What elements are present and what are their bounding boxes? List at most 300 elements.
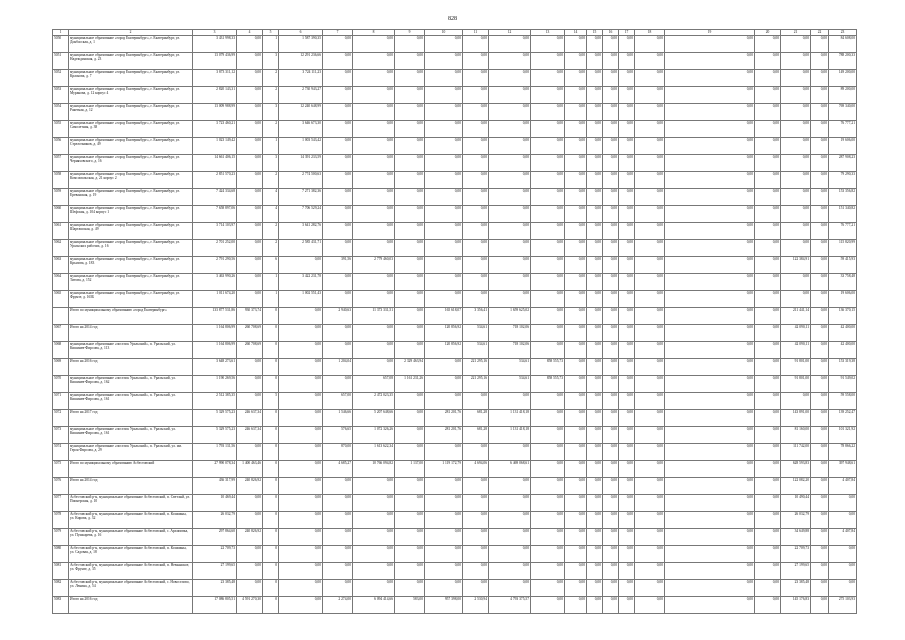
- value-cell: 17 086 805,51: [193, 597, 237, 614]
- value-cell: 2 730 943,27: [279, 87, 323, 104]
- value-cell: 0,00: [635, 70, 665, 87]
- value-cell: 0,00: [587, 325, 603, 342]
- value-cell: 0,00: [781, 189, 811, 206]
- value-cell: 0,00: [587, 563, 603, 580]
- address-cell: муниципальное образование «город Екатеринбург», г. Екатеринбург, ул. Ракетная, д. 12: [69, 104, 193, 121]
- value-cell: 0,00: [395, 223, 425, 240]
- address-cell: муниципальное образование «город Екатеринбург», г. Екатеринбург, ул. Ереванская, д. 19: [69, 189, 193, 206]
- value-cell: 0,00: [565, 274, 587, 291]
- value-cell: 0,00: [353, 563, 395, 580]
- value-cell: 0,00: [781, 274, 811, 291]
- value-cell: 0,00: [603, 274, 619, 291]
- value-cell: 0,00: [565, 240, 587, 257]
- value-cell: 151 340,82: [829, 206, 857, 223]
- value-cell: 0,00: [353, 478, 395, 495]
- value-cell: 0,00: [395, 189, 425, 206]
- value-cell: 0,00: [531, 461, 565, 478]
- value-cell: 0,00: [463, 512, 489, 529]
- value-cell: 0,00: [619, 172, 635, 189]
- value-cell: 0,00: [395, 172, 425, 189]
- value-cell: 0,00: [237, 223, 263, 240]
- row-number: 5050: [53, 36, 69, 53]
- value-cell: 957 398,00: [425, 597, 463, 614]
- value-cell: 0,00: [237, 36, 263, 53]
- address-cell: муниципальное образование «поселок Уральский», п. Уральский, ул. Кишинев-Фирсова, д. 162: [69, 376, 193, 393]
- value-cell: 0,00: [755, 546, 781, 563]
- value-cell: 0,00: [279, 308, 323, 325]
- value-cell: 0,00: [323, 121, 353, 138]
- row-number: 5071: [53, 393, 69, 410]
- value-cell: 0,00: [635, 410, 665, 427]
- value-cell: 0,00: [279, 563, 323, 580]
- value-cell: 0,00: [565, 70, 587, 87]
- address-cell: муниципальное образование «поселок Уральский», п. Уральский, ул. им. Героя Фирсова, д. 29: [69, 444, 193, 461]
- value-cell: 0,00: [781, 240, 811, 257]
- value-cell: 0,00: [665, 53, 755, 70]
- value-cell: 1 164 806,99: [193, 325, 237, 342]
- value-cell: 0,00: [489, 444, 531, 461]
- value-cell: 5 329 575,23: [193, 427, 237, 444]
- value-cell: 0,00: [635, 546, 665, 563]
- value-cell: 145 176,83: [781, 597, 811, 614]
- value-cell: 0,00: [811, 529, 829, 546]
- value-cell: 628 593,83: [781, 461, 811, 478]
- value-cell: 0,00: [395, 495, 425, 512]
- value-cell: 0,00: [353, 325, 395, 342]
- value-cell: 0,00: [565, 172, 587, 189]
- value-cell: 0,00: [811, 342, 829, 359]
- value-cell: 0,00: [531, 257, 565, 274]
- value-cell: 0,00: [395, 138, 425, 155]
- value-cell: 1: [263, 138, 279, 155]
- table-row: [53, 580, 857, 597]
- address-cell: муниципальное образование «поселок Уральский», п. Уральский, ул. Кишинев-Фирсова, д. 113: [69, 342, 193, 359]
- value-cell: 0,00: [531, 325, 565, 342]
- value-cell: 0,00: [587, 478, 603, 495]
- row-number: 5051: [53, 53, 69, 70]
- value-cell: 0,00: [323, 70, 353, 87]
- value-cell: 0,00: [425, 512, 463, 529]
- value-cell: 0,00: [323, 206, 353, 223]
- value-cell: 0,00: [811, 240, 829, 257]
- value-cell: 0,00: [425, 189, 463, 206]
- value-cell: 0,00: [587, 240, 603, 257]
- value-cell: 534,61: [489, 359, 531, 376]
- value-cell: 534,61: [489, 376, 531, 393]
- value-cell: 0,00: [603, 291, 619, 308]
- value-cell: 0,00: [587, 495, 603, 512]
- value-cell: 1 400 463,46: [237, 461, 263, 478]
- value-cell: 0,00: [755, 359, 781, 376]
- row-number: 5080: [53, 546, 69, 563]
- value-cell: 14 661 406,15: [193, 155, 237, 172]
- value-cell: 0,00: [489, 291, 531, 308]
- value-cell: 0,00: [755, 53, 781, 70]
- value-cell: 0,00: [603, 597, 619, 614]
- value-cell: 0,00: [489, 274, 531, 291]
- value-cell: 0,00: [587, 546, 603, 563]
- address-cell: Асбестовский р-н, муниципальное образование Асбестовский, п. Невьянское, ул. Фрунзе, д. 35: [69, 563, 193, 580]
- value-cell: 0,00: [425, 563, 463, 580]
- value-cell: 0,00: [353, 342, 395, 359]
- value-cell: 0,00: [323, 291, 353, 308]
- table-row: [53, 223, 857, 240]
- value-cell: 0,00: [619, 529, 635, 546]
- value-cell: 0,00: [425, 291, 463, 308]
- value-cell: 0,00: [531, 597, 565, 614]
- value-cell: 0,00: [489, 257, 531, 274]
- value-cell: 0,00: [665, 546, 755, 563]
- value-cell: 0,00: [811, 172, 829, 189]
- value-cell: 0,00: [531, 70, 565, 87]
- value-cell: 0,00: [665, 155, 755, 172]
- value-cell: 246 637,34: [237, 410, 263, 427]
- value-cell: 0,00: [587, 206, 603, 223]
- value-cell: 0,00: [353, 223, 395, 240]
- value-cell: 0,00: [635, 189, 665, 206]
- address-cell: Асбестовский р-н, муниципальное образование Асбестовский, п. Кошманы, ул. Кирова, д. 32: [69, 512, 193, 529]
- value-cell: 0,00: [811, 359, 829, 376]
- column-number: 14: [565, 30, 587, 36]
- value-cell: 115 820,99: [829, 240, 857, 257]
- table-row: [53, 597, 857, 614]
- value-cell: 0,00: [565, 325, 587, 342]
- address-cell: муниципальное образование «город Екатеринбург», г. Екатеринбург, ул. Донбасская, д. 1: [69, 36, 193, 53]
- value-cell: 0,00: [279, 427, 323, 444]
- column-number: 13: [531, 30, 565, 36]
- row-number: 5065: [53, 291, 69, 308]
- value-cell: 788 200,33: [829, 53, 857, 70]
- value-cell: 221 295,16: [463, 359, 489, 376]
- table-row: [53, 512, 857, 529]
- value-cell: 0,00: [665, 359, 755, 376]
- value-cell: 0,00: [353, 53, 395, 70]
- value-cell: 3 648 273,61: [193, 359, 237, 376]
- value-cell: 0,00: [811, 580, 829, 597]
- column-number: 3: [193, 30, 237, 36]
- value-cell: 0,00: [587, 410, 603, 427]
- value-cell: 4 793 375,57: [489, 597, 531, 614]
- value-cell: 3 646 673,30: [279, 121, 323, 138]
- value-cell: 0,00: [565, 308, 587, 325]
- value-cell: 0,00: [603, 189, 619, 206]
- value-cell: 0,00: [323, 529, 353, 546]
- table-row: [53, 121, 857, 138]
- address-cell: муниципальное образование «город Екатеринбург», г. Екатеринбург, ул. Уральских рабочих, д. 16: [69, 240, 193, 257]
- value-cell: 0,00: [755, 172, 781, 189]
- value-cell: 0,00: [531, 410, 565, 427]
- value-cell: 0,00: [635, 223, 665, 240]
- value-cell: 0,00: [425, 359, 463, 376]
- column-number: 22: [811, 30, 829, 36]
- value-cell: 0,00: [781, 138, 811, 155]
- value-cell: 0,00: [425, 138, 463, 155]
- value-cell: 0,00: [811, 189, 829, 206]
- value-cell: 1 011 674,20: [193, 291, 237, 308]
- table-row: [53, 104, 857, 121]
- value-cell: 0,00: [531, 342, 565, 359]
- value-cell: 1 613 622,34: [353, 444, 395, 461]
- value-cell: 0,00: [565, 563, 587, 580]
- value-cell: 0,00: [635, 138, 665, 155]
- value-cell: 0,00: [489, 189, 531, 206]
- value-cell: 246 637,34: [237, 427, 263, 444]
- value-cell: 0,00: [781, 36, 811, 53]
- value-cell: 0,00: [665, 36, 755, 53]
- value-cell: 0,00: [635, 121, 665, 138]
- value-cell: 0,00: [323, 172, 353, 189]
- value-cell: 0,00: [353, 495, 395, 512]
- column-number: 23: [829, 30, 857, 36]
- value-cell: 0,00: [603, 53, 619, 70]
- value-cell: 0,00: [565, 87, 587, 104]
- address-cell: муниципальное образование «город Екатеринбург», г. Екатеринбург, ул. Титова, д. 152: [69, 274, 193, 291]
- value-cell: 0,00: [489, 155, 531, 172]
- value-cell: 0: [263, 495, 279, 512]
- value-cell: 0,00: [565, 410, 587, 427]
- value-cell: 275 103,93: [829, 597, 857, 614]
- value-cell: 2 774 500,63: [279, 172, 323, 189]
- value-cell: 0,00: [619, 53, 635, 70]
- value-cell: 0,00: [603, 308, 619, 325]
- value-cell: 0: [263, 461, 279, 478]
- value-cell: 0,00: [811, 104, 829, 121]
- value-cell: 0,00: [603, 240, 619, 257]
- value-cell: 0,00: [635, 495, 665, 512]
- value-cell: 0,00: [463, 87, 489, 104]
- value-cell: 0,00: [323, 546, 353, 563]
- address-cell: муниципальное образование «город Екатеринбург», г. Екатеринбург, ул. Муранова, д. 12 корпус 4: [69, 87, 193, 104]
- value-cell: 3 463 990,26: [193, 274, 237, 291]
- value-cell: 79 290,33: [829, 172, 857, 189]
- value-cell: 0,00: [279, 461, 323, 478]
- value-cell: 0,00: [587, 274, 603, 291]
- value-cell: 0,00: [665, 138, 755, 155]
- value-cell: 3 422 231,78: [279, 274, 323, 291]
- value-cell: 0,00: [587, 461, 603, 478]
- value-cell: 13 079 436,99: [193, 53, 237, 70]
- value-cell: 1: [263, 274, 279, 291]
- column-number: 2: [69, 30, 193, 36]
- value-cell: 0,00: [755, 461, 781, 478]
- value-cell: 27 199,65: [781, 563, 811, 580]
- value-cell: 0,00: [665, 529, 755, 546]
- value-cell: 0,00: [463, 274, 489, 291]
- row-number: 5072: [53, 410, 69, 427]
- value-cell: 0,00: [237, 291, 263, 308]
- value-cell: 0,00: [811, 597, 829, 614]
- row-number: 5083: [53, 597, 69, 614]
- value-cell: 0,00: [531, 444, 565, 461]
- value-cell: 0,00: [463, 478, 489, 495]
- value-cell: 0,00: [323, 53, 353, 70]
- value-cell: 0,00: [489, 53, 531, 70]
- value-cell: 0,00: [279, 444, 323, 461]
- value-cell: 0,00: [587, 427, 603, 444]
- address-cell: муниципальное образование «город Екатеринбург», г. Екатеринбург, ул. Шефская, д. 104 корпус 1: [69, 206, 193, 223]
- value-cell: 0,00: [279, 546, 323, 563]
- row-number: 5076: [53, 478, 69, 495]
- value-cell: 0,00: [811, 291, 829, 308]
- value-cell: 2 512 385,35: [193, 393, 237, 410]
- value-cell: 0,00: [395, 240, 425, 257]
- value-cell: 0,00: [489, 478, 531, 495]
- value-cell: 0,00: [353, 155, 395, 172]
- value-cell: 0,00: [237, 580, 263, 597]
- value-cell: 5: [263, 393, 279, 410]
- value-cell: 0,00: [425, 36, 463, 53]
- value-cell: 0,00: [619, 427, 635, 444]
- value-cell: 3 724 111,23: [279, 70, 323, 87]
- value-cell: 0,00: [531, 580, 565, 597]
- value-cell: 0,00: [587, 121, 603, 138]
- value-cell: 0,00: [425, 529, 463, 546]
- value-cell: 0,00: [811, 36, 829, 53]
- address-cell: муниципальное образование «город Екатеринбург», г. Екатеринбург, ул. Черняховского, д. 16: [69, 155, 193, 172]
- value-cell: 0,00: [781, 121, 811, 138]
- value-cell: 0,00: [323, 495, 353, 512]
- value-cell: 0,00: [237, 189, 263, 206]
- value-cell: 0,00: [755, 70, 781, 87]
- value-cell: 0: [263, 563, 279, 580]
- value-cell: 0,00: [489, 104, 531, 121]
- value-cell: 0,00: [425, 376, 463, 393]
- value-cell: 0,00: [323, 138, 353, 155]
- value-cell: 0,00: [619, 478, 635, 495]
- value-cell: 0,00: [425, 444, 463, 461]
- value-cell: 0,00: [395, 291, 425, 308]
- value-cell: 0,00: [781, 87, 811, 104]
- value-cell: 0,00: [619, 376, 635, 393]
- value-cell: 0,00: [755, 155, 781, 172]
- value-cell: 260 708,69: [237, 325, 263, 342]
- value-cell: 0,00: [811, 495, 829, 512]
- value-cell: 0,00: [323, 325, 353, 342]
- table-row: [53, 444, 857, 461]
- value-cell: 0,00: [279, 257, 323, 274]
- value-cell: 0,00: [425, 240, 463, 257]
- value-cell: 0,00: [811, 223, 829, 240]
- value-cell: 0,00: [279, 342, 323, 359]
- value-cell: 0,00: [811, 121, 829, 138]
- value-cell: 0,00: [755, 36, 781, 53]
- value-cell: 0,00: [619, 104, 635, 121]
- value-cell: 0,00: [587, 223, 603, 240]
- value-cell: 0,00: [755, 597, 781, 614]
- value-cell: 42 400,00: [829, 342, 857, 359]
- value-cell: 0,00: [425, 393, 463, 410]
- value-cell: 0,00: [619, 155, 635, 172]
- value-cell: 0,00: [531, 138, 565, 155]
- value-cell: 0,00: [587, 376, 603, 393]
- value-cell: 0,00: [463, 529, 489, 546]
- value-cell: 0,00: [665, 512, 755, 529]
- value-cell: 0,00: [587, 597, 603, 614]
- value-cell: 2 820 143,31: [193, 87, 237, 104]
- value-cell: 10 490,44: [781, 495, 811, 512]
- value-cell: 0,00: [463, 104, 489, 121]
- value-cell: 0,00: [587, 87, 603, 104]
- value-cell: 0,00: [811, 155, 829, 172]
- value-cell: 0,00: [587, 359, 603, 376]
- address-cell: муниципальное образование «город Екатеринбург», г. Екатеринбург, ул. Самолетная, д. 38: [69, 121, 193, 138]
- value-cell: 0,00: [425, 206, 463, 223]
- value-cell: 0,00: [755, 274, 781, 291]
- value-cell: 26 032,79: [193, 512, 237, 529]
- column-number: 5: [263, 30, 279, 36]
- value-cell: 0,00: [353, 36, 395, 53]
- value-cell: 0,00: [353, 580, 395, 597]
- row-number: 5056: [53, 138, 69, 155]
- value-cell: 0,00: [587, 53, 603, 70]
- value-cell: 0,00: [565, 53, 587, 70]
- value-cell: 2 274,00: [323, 597, 353, 614]
- value-cell: 2 791 290,56: [193, 257, 237, 274]
- value-cell: 0,00: [587, 444, 603, 461]
- value-cell: 0,00: [811, 325, 829, 342]
- value-cell: 0: [263, 359, 279, 376]
- value-cell: 0,00: [279, 478, 323, 495]
- table-row: [53, 87, 857, 104]
- value-cell: 0,00: [425, 580, 463, 597]
- value-cell: 2 851 570,23: [193, 172, 237, 189]
- value-cell: 0,00: [279, 495, 323, 512]
- value-cell: 0,00: [323, 87, 353, 104]
- value-cell: 0,00: [635, 240, 665, 257]
- value-cell: 0,00: [635, 478, 665, 495]
- address-cell: Асбестовский р-н, муниципальное образование Асбестовский, с. Новоселово, ул. Ленина, д. 54: [69, 580, 193, 597]
- value-cell: 0,00: [665, 308, 755, 325]
- value-cell: 0,00: [603, 325, 619, 342]
- value-cell: 0,00: [811, 53, 829, 70]
- value-cell: 0,00: [829, 512, 857, 529]
- value-cell: 1 546,66: [323, 410, 353, 427]
- address-cell: Асбестовский р-н, муниципальное образование Асбестовский, с. Архиповка, ул. Пушкарева, д. 16: [69, 529, 193, 546]
- value-cell: 681,28: [463, 427, 489, 444]
- value-cell: 2: [263, 70, 279, 87]
- value-cell: 0,00: [587, 512, 603, 529]
- value-cell: 0,00: [811, 206, 829, 223]
- value-cell: 0,00: [489, 223, 531, 240]
- value-cell: 42 090,11: [781, 325, 811, 342]
- value-cell: 0,00: [237, 495, 263, 512]
- row-number: 5057: [53, 155, 69, 172]
- page-number: 828: [448, 16, 457, 22]
- value-cell: 1 131 418,18: [489, 410, 531, 427]
- row-number: 5062: [53, 240, 69, 257]
- value-cell: 583,00: [395, 597, 425, 614]
- value-cell: 0,00: [531, 478, 565, 495]
- value-cell: 0,00: [755, 104, 781, 121]
- value-cell: 12 291 236,66: [279, 53, 323, 70]
- value-cell: 0,00: [619, 563, 635, 580]
- address-cell: муниципальное образование «город Екатеринбург», г. Екатеринбург, ул. Надеждинская, д. 23: [69, 53, 193, 70]
- value-cell: 111 742,00: [781, 444, 811, 461]
- value-cell: 0,00: [635, 461, 665, 478]
- value-cell: 0,00: [619, 138, 635, 155]
- value-cell: 0,00: [323, 563, 353, 580]
- value-cell: 0,00: [565, 155, 587, 172]
- value-cell: 0,00: [425, 223, 463, 240]
- value-cell: 0,00: [489, 138, 531, 155]
- value-cell: 0,00: [531, 172, 565, 189]
- value-cell: 287 908,23: [829, 155, 857, 172]
- value-cell: 0,00: [463, 70, 489, 87]
- value-cell: 0,00: [755, 478, 781, 495]
- value-cell: 27 199,65: [193, 563, 237, 580]
- value-cell: 0,00: [665, 189, 755, 206]
- address-cell: Асбестовский р-н, муниципальное образование Асбестовский, п. Светлый, ул. Пионерская, д. 10: [69, 495, 193, 512]
